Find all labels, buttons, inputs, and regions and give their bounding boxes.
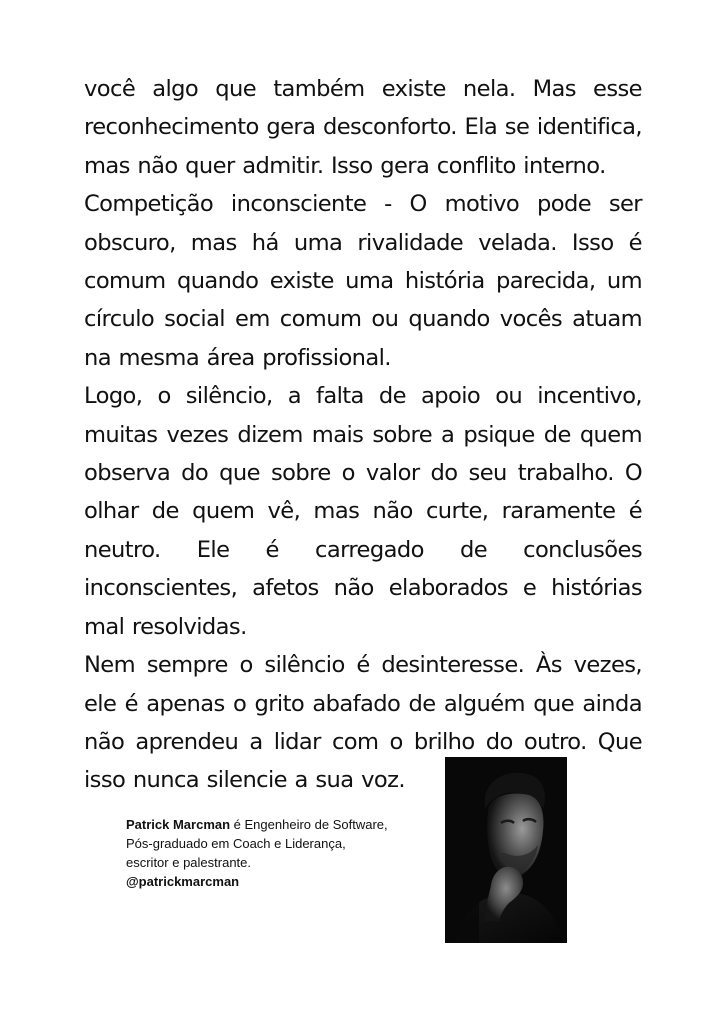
author-bio-line-1: é Engenheiro de Software,	[230, 817, 388, 832]
paragraph-1: você algo que também existe nela. Mas esse reconhecimento gera desconforto. Ela se identifica, mas não quer admitir. Isso gera conflito interno.	[84, 76, 642, 179]
paragraph-2: Competição inconsciente - O motivo pode ser obscuro, mas há uma rivalidade velada. Isso é comum quando existe uma história parecida, um círculo social em comum ou quando vocês atuam na mesma área profissional.	[84, 191, 642, 371]
author-portrait-image	[445, 757, 567, 943]
author-bio	[126, 815, 431, 891]
article-body	[84, 70, 642, 800]
author-photo	[445, 757, 567, 943]
paragraph-4: Nem sempre o silêncio é desinteresse. Às vezes, ele é apenas o grito abafado de alguém que ainda não aprendeu a lidar com o brilho do outro. Que isso nunca silencie a sua voz.	[84, 652, 642, 794]
author-bio-line-3: escritor e palestrante.	[126, 855, 252, 870]
author-name: Patrick Marcman	[126, 817, 231, 832]
author-bio-line-2: Pós-graduado em Coach e Liderança,	[126, 836, 346, 851]
paragraph-3: Logo, o silêncio, a falta de apoio ou incentivo, muitas vezes dizem mais sobre a psique de quem observa do que sobre o valor do seu trabalho. O olhar de quem vê, mas não curte, raramente é neutro. Ele é carregado de conclusões inconscientes, afetos não elaborados e histórias mal resolvidas.	[84, 383, 642, 640]
author-handle: @patrickmarcman	[126, 874, 240, 889]
